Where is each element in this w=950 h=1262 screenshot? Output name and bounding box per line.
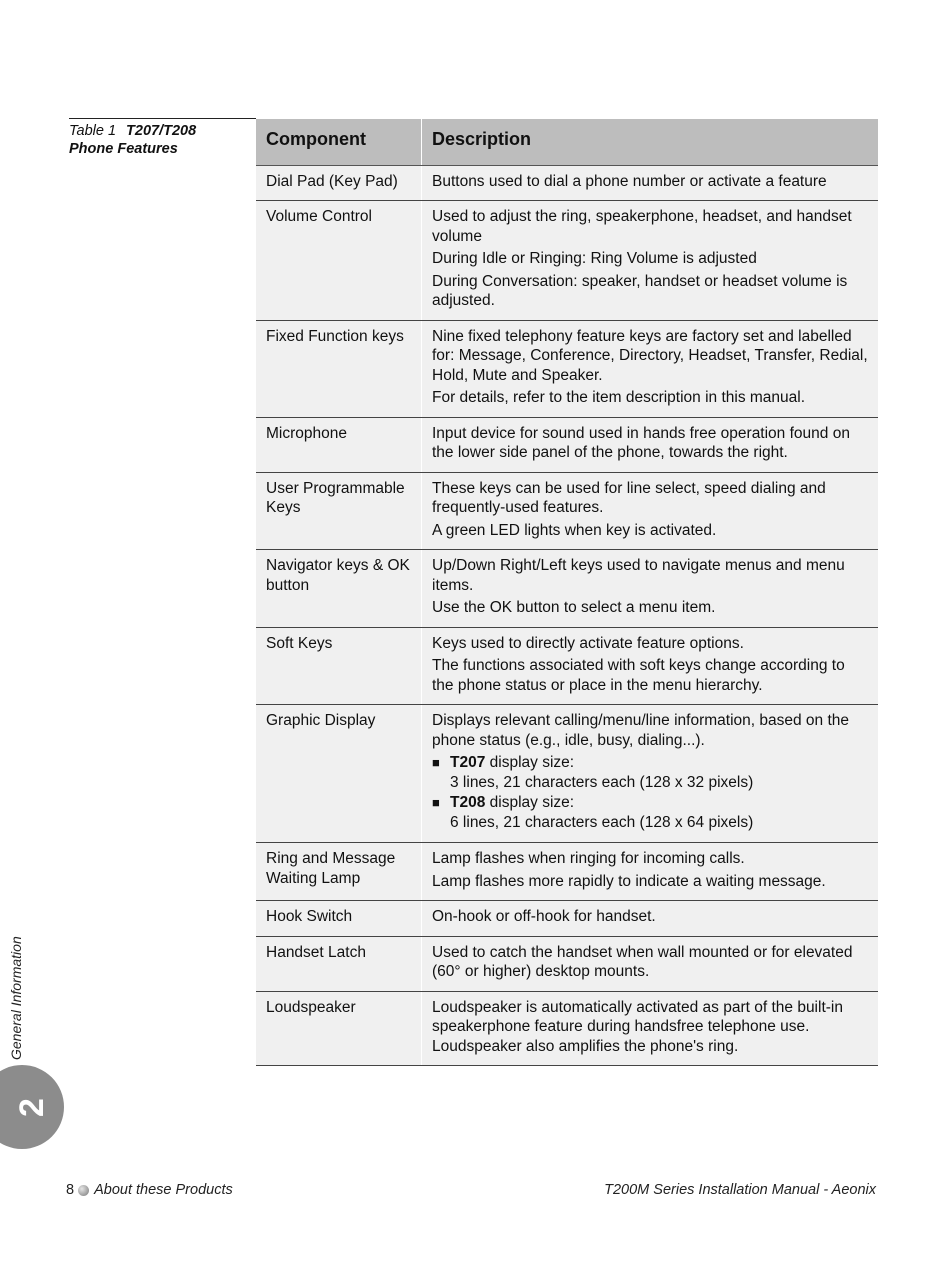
description-paragraph: Buttons used to dial a phone number or activate a feature (432, 172, 827, 190)
header-component: Component (256, 119, 422, 165)
bullet-text: display size: (485, 754, 575, 771)
component-cell: Ring and Message Waiting Lamp (256, 843, 422, 901)
description-paragraph: Use the OK button to select a menu item. (432, 599, 716, 616)
description-cell (422, 320, 879, 417)
description-paragraph: Lamp flashes more rapidly to indicate a waiting message. (432, 872, 826, 890)
description-paragraph: During Idle or Ringing: Ring Volume is adjusted (432, 250, 757, 267)
square-bullet-icon: ■ (432, 795, 440, 810)
description-paragraph: For details, refer to the item description in this manual. (432, 389, 806, 406)
bullet-dot-icon (78, 1185, 89, 1196)
table-row (256, 705, 878, 843)
description-paragraph: A green LED lights when key is activated. (432, 521, 717, 539)
table-row (256, 991, 878, 1066)
description-cell (422, 417, 879, 472)
component-cell: Loudspeaker (256, 991, 422, 1066)
description-paragraph: Used to adjust the ring, speakerphone, headset, and handset volume (432, 208, 852, 245)
component-cell: Microphone (256, 417, 422, 472)
footer-left (66, 1182, 233, 1198)
description-paragraph: Used to catch the handset when wall mounted or for elevated (60° or higher) desktop mounts. (432, 943, 853, 980)
table-row (256, 936, 878, 991)
table-caption (69, 118, 256, 158)
description-cell (422, 991, 879, 1066)
component-cell: Dial Pad (Key Pad) (256, 165, 422, 201)
chapter-number: 2 (12, 1097, 51, 1117)
table-row (256, 843, 878, 901)
description-cell (422, 165, 879, 201)
footer-manual-title: T200M Series Installation Manual - Aeonix (604, 1182, 876, 1198)
description-paragraph: Input device for sound used in hands free operation found on the lower side panel of the phone, towards the right. (432, 424, 850, 461)
display-size-bullet (432, 753, 868, 792)
description-paragraph: Nine fixed telephony feature keys are factory set and labelled for: Message, Conference, Directory, Headset, Transfer, Redial, Hold, Mute and Speaker. (432, 327, 868, 384)
header-description: Description (422, 119, 879, 165)
description-paragraph: These keys can be used for line select, speed dialing and frequently-used features. (432, 479, 826, 516)
section-side-label: General Information (8, 936, 24, 1060)
component-cell: Graphic Display (256, 705, 422, 843)
component-cell: Fixed Function keys (256, 320, 422, 417)
description-cell (422, 705, 879, 843)
table-title-line2: Phone Features (69, 141, 178, 157)
description-cell (422, 843, 879, 901)
component-cell: Volume Control (256, 201, 422, 321)
table-header-row (256, 119, 878, 165)
table-row (256, 627, 878, 705)
table-row (256, 165, 878, 201)
bullet-detail: 6 lines, 21 characters each (128 x 64 pixels) (450, 813, 754, 831)
description-paragraph: Displays relevant calling/menu/line information, based on the phone status (e.g., idle, busy, dialing...). (432, 712, 850, 749)
footer-section: About these Products (94, 1182, 233, 1198)
component-cell: Soft Keys (256, 627, 422, 705)
description-cell (422, 472, 879, 550)
display-size-bullet (432, 793, 868, 832)
description-cell (422, 901, 879, 937)
bullet-detail: 3 lines, 21 characters each (128 x 32 pixels) (450, 773, 754, 791)
component-cell: Handset Latch (256, 936, 422, 991)
table-row (256, 320, 878, 417)
component-cell: Hook Switch (256, 901, 422, 937)
description-paragraph: Lamp flashes when ringing for incoming calls. (432, 850, 745, 867)
table-row (256, 550, 878, 628)
description-paragraph: During Conversation: speaker, handset or headset volume is adjusted. (432, 272, 848, 309)
description-paragraph: Up/Down Right/Left keys used to navigate menus and menu items. (432, 557, 845, 594)
square-bullet-icon: ■ (432, 755, 440, 770)
chapter-tab (0, 1065, 64, 1149)
model-name: T208 (450, 794, 486, 811)
bullet-text: display size: (485, 794, 575, 811)
description-cell (422, 627, 879, 705)
table-title-line1: T207/T208 (126, 123, 197, 139)
table-row (256, 472, 878, 550)
component-cell: User Programmable Keys (256, 472, 422, 550)
component-cell: Navigator keys & OK button (256, 550, 422, 628)
description-cell (422, 936, 879, 991)
description-paragraph: Keys used to directly activate feature options. (432, 634, 744, 652)
description-paragraph: On-hook or off-hook for handset. (432, 908, 656, 925)
description-cell (422, 550, 879, 628)
features-table (256, 119, 878, 1066)
table-row (256, 901, 878, 937)
page-number: 8 (66, 1182, 75, 1198)
model-name: T207 (450, 754, 486, 771)
description-paragraph: Loudspeaker is automatically activated as part of the built-in speakerphone feature during handsfree telephone use. Loudspeaker also amplifies the phone's ring. (432, 998, 843, 1055)
table-row (256, 201, 878, 321)
table-number: Table 1 (69, 123, 117, 139)
description-cell (422, 201, 879, 321)
table-row (256, 417, 878, 472)
description-paragraph: The functions associated with soft keys change according to the phone status or place in the menu hierarchy. (432, 657, 845, 694)
